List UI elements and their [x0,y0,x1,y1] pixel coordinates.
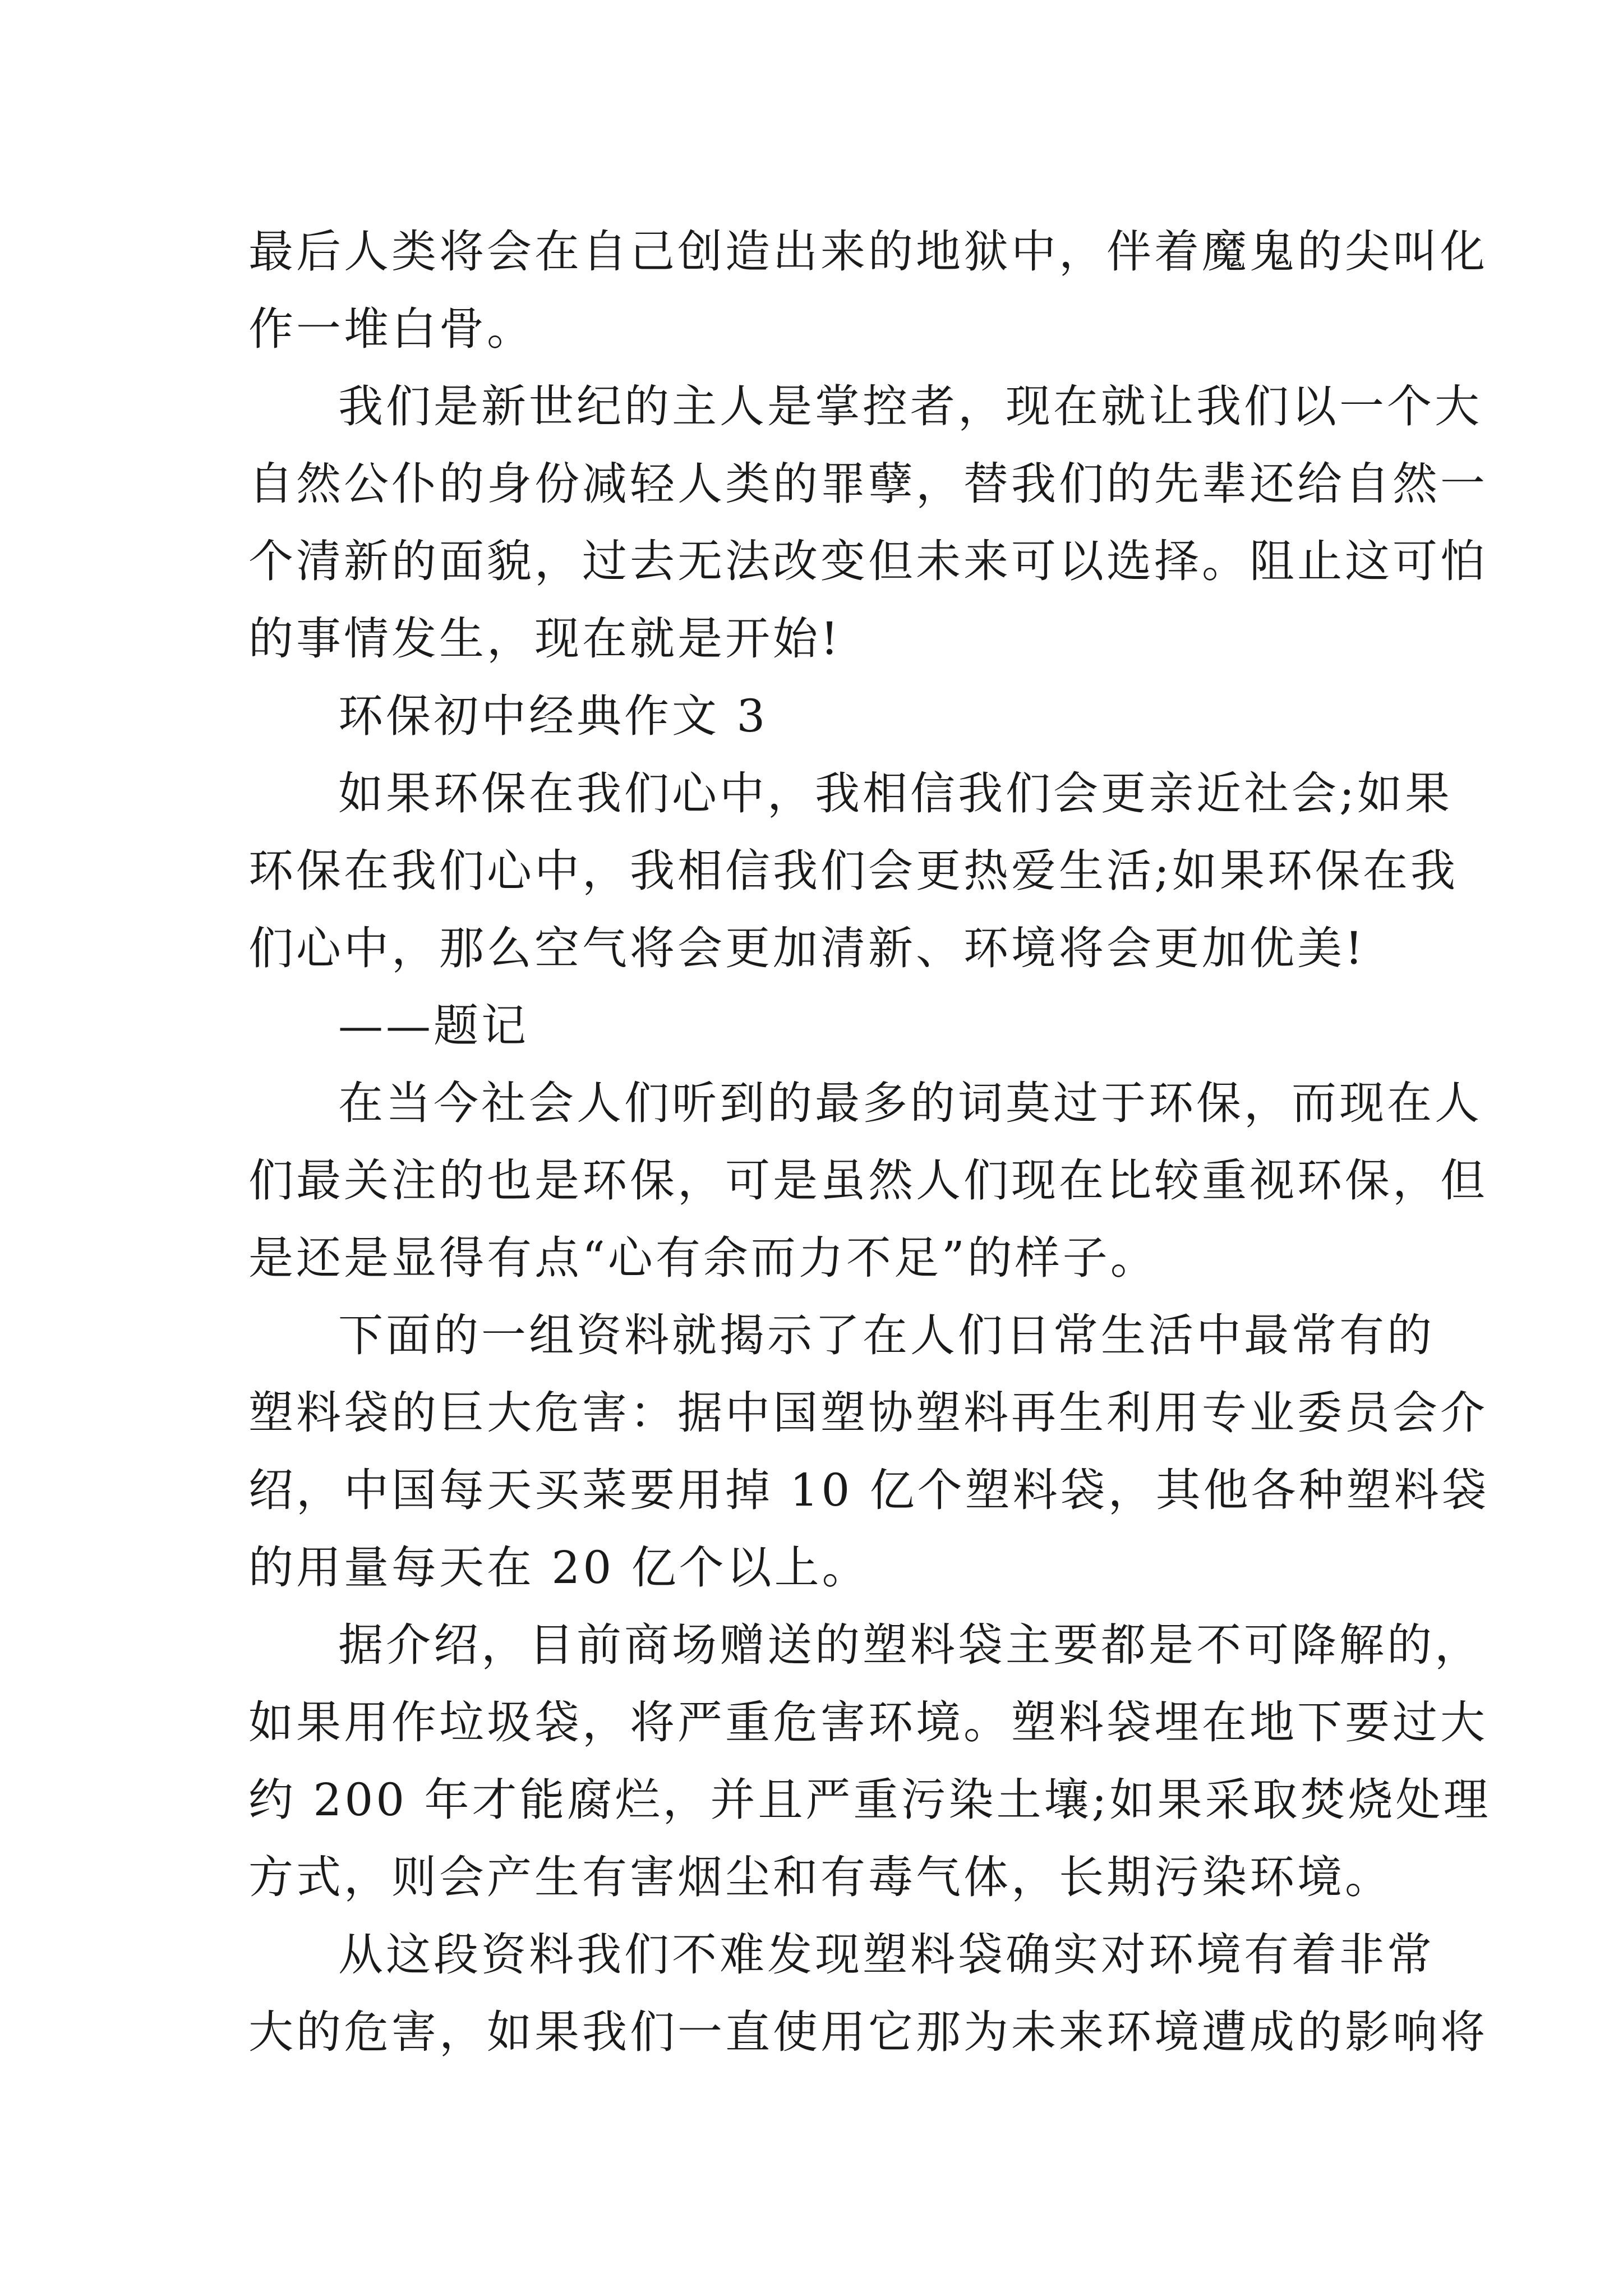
text-line: 塑料袋的巨大危害：据中国塑协塑料再生利用专业委员会介 [248,1387,1488,1439]
text-line: 们心中，那么空气将会更加清新、环境将会更加优美! [248,922,1366,974]
text-line: 环保在我们心中，我相信我们会更热爱生活;如果环保在我 [248,845,1458,897]
text-line: 的用量每天在 20 亿个以上。 [248,1542,870,1594]
document-body [248,213,1491,2071]
text-line: 约 200 年才能腐烂，并且严重污染土壤;如果采取焚烧处理 [248,1774,1491,1826]
text-line: 如果用作垃圾袋，将严重危害环境。塑料袋埋在地下要过大 [248,1696,1488,1749]
paragraph-start: 下面的一组资料就揭示了在人们日常生活中最常有的 [338,1309,1435,1361]
paragraph-start: 在当今社会人们听到的最多的词莫过于环保，而现在人 [338,1077,1482,1129]
text-line: 个清新的面貌，过去无法改变但未来可以选择。阻止这可怕 [248,535,1488,587]
text-line: 绍，中国每天买菜要用掉 10 亿个塑料袋，其他各种塑料袋 [248,1464,1490,1516]
text-line: 的事情发生，现在就是开始! [248,613,842,665]
text-line: 自然公仆的身份减轻人类的罪孽，替我们的先辈还给自然一 [248,458,1488,510]
text-line: 大的危害，如果我们一直使用它那为未来环境遭成的影响将 [248,2006,1488,2058]
section-heading: 环保初中经典作文 3 [338,690,768,742]
paragraph-start: 据介绍，目前商场赠送的塑料袋主要都是不可降解的， [338,1619,1482,1671]
text-line: 们最关注的也是环保，可是虽然人们现在比较重视环保，但 [248,1154,1488,1207]
paragraph-start: 如果环保在我们心中，我相信我们会更亲近社会;如果 [338,767,1453,820]
paragraph-start: 我们是新世纪的主人是掌控者，现在就让我们以一个大 [338,380,1482,432]
text-line: 作一堆白骨。 [248,303,534,355]
epigraph-attribution: ——题记 [338,1000,529,1052]
paragraph-start: 从这段资料我们不难发现塑料袋确实对环境有着非常 [338,1929,1435,1981]
text-line: 方式，则会产生有害烟尘和有毒气体，长期污染环境。 [248,1851,1393,1903]
text-line: 最后人类将会在自己创造出来的地狱中，伴着魔鬼的尖叫化 [248,226,1488,278]
text-line: 是还是显得有点“心有余而力不足”的样子。 [248,1232,1158,1284]
